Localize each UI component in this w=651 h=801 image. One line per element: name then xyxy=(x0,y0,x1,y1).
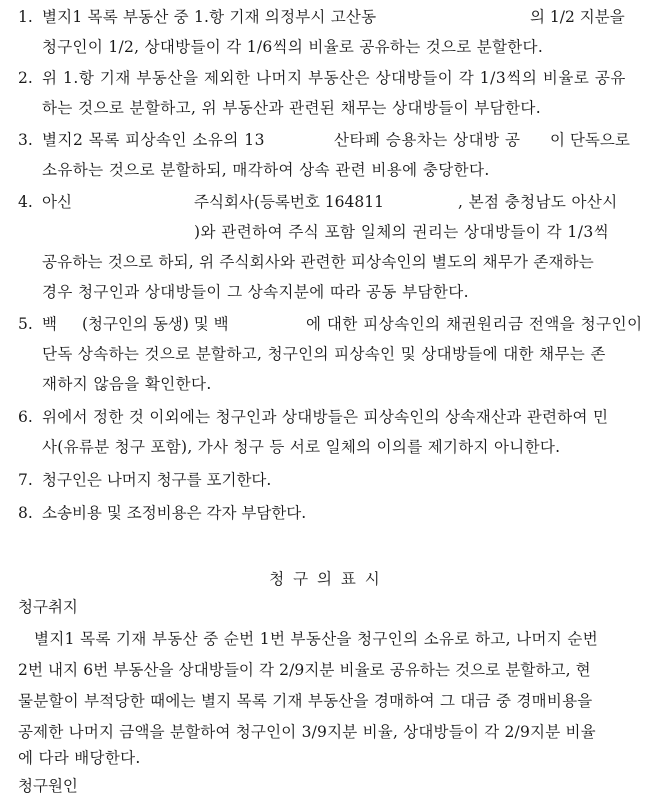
purpose-line: 물분할이 부적당한 때에는 별지 목록 기재 부동산을 경매하여 그 대금 중 경매비용을 xyxy=(18,692,593,710)
item-number: 8. xyxy=(18,504,33,522)
section-title: 청 구 의 표 시 xyxy=(269,570,382,588)
item-text: 소유하는 것으로 분할하되, 매각하여 상속 관련 비용에 충당한다. xyxy=(42,161,490,179)
item-text: 산타페 승용차는 상대방 공 xyxy=(334,131,521,149)
item-text: 공유하는 것으로 하되, 위 주식회사와 관련한 피상속인의 별도의 채무가 존재하는 xyxy=(42,253,594,271)
item-number: 2. xyxy=(18,69,33,87)
cause-heading: 청구원인 xyxy=(18,777,78,795)
item-text: 청구인은 나머지 청구를 포기한다. xyxy=(42,471,272,489)
item-text: 청구인이 1/2, 상대방들이 각 1/6씩의 비율로 공유하는 것으로 분할한다. xyxy=(42,38,544,56)
purpose-line: 공제한 나머지 금액을 분할하여 청구인이 3/9지분 비율, 상대방들이 각 2/9지분 비율 xyxy=(18,723,596,741)
item-text: 단독 상속하는 것으로 분할하고, 청구인의 피상속인 및 상대방들에 대한 채무는 존 xyxy=(42,345,606,363)
item-number: 3. xyxy=(18,131,33,149)
item-number: 4. xyxy=(18,193,33,211)
item-text: 위에서 정한 것 이외에는 청구인과 상대방들은 피상속인의 상속재산과 관련하여 민 xyxy=(42,408,609,426)
item-text: 경우 청구인과 상대방들이 그 상속지분에 따라 공동 부담한다. xyxy=(42,283,469,301)
item-text: )와 관련하여 주식 포함 일체의 권리는 상대방들이 각 1/3씩 xyxy=(194,223,610,241)
item-text: 주식회사(등록번호 164811 xyxy=(194,193,384,211)
item-text: 별지2 목록 피상속인 소유의 13 xyxy=(42,131,265,149)
item-text: 위 1.항 기재 부동산을 제외한 나머지 부동산은 상대방들이 각 1/3씩의 비율로 공유 xyxy=(42,69,626,87)
item-number: 6. xyxy=(18,408,33,426)
item-text: (청구인의 동생) 및 백 xyxy=(82,315,229,333)
purpose-line: 2번 내지 6번 부동산을 상대방들이 각 2/9지분 비율로 공유하는 것으로 분할하고, 현 xyxy=(18,661,591,679)
purpose-line: 별지1 목록 기재 부동산 중 순번 1번 부동산을 청구인의 소유로 하고, 나머지 순번 xyxy=(34,630,599,648)
item-number: 1. xyxy=(18,8,33,26)
item-text: 에 대한 피상속인의 채권원리금 전액을 청구인이 xyxy=(306,315,643,333)
item-text: 아신 xyxy=(42,193,72,211)
item-text: 백 xyxy=(42,315,57,333)
purpose-line: 에 다라 배당한다. xyxy=(18,749,141,767)
item-text: , 본점 충청남도 아산시 xyxy=(458,193,618,211)
item-text: 별지1 목록 부동산 중 1.항 기재 의정부시 고산동 xyxy=(42,8,377,26)
purpose-heading: 청구취지 xyxy=(18,598,78,616)
item-text: 사(유류분 청구 포함), 가사 청구 등 서로 일체의 이의를 제기하지 아니한다. xyxy=(42,438,561,456)
item-text: 이 단독으로 xyxy=(550,131,630,149)
item-text: 재하지 않음을 확인한다. xyxy=(42,375,212,393)
item-text: 의 1/2 지분을 xyxy=(530,8,625,26)
item-number: 7. xyxy=(18,471,33,489)
item-text: 소송비용 및 조정비용은 각자 부담한다. xyxy=(42,504,307,522)
item-number: 5. xyxy=(18,315,33,333)
item-text: 하는 것으로 분할하고, 위 부동산과 관련된 채무는 상대방들이 부담한다. xyxy=(42,99,542,117)
